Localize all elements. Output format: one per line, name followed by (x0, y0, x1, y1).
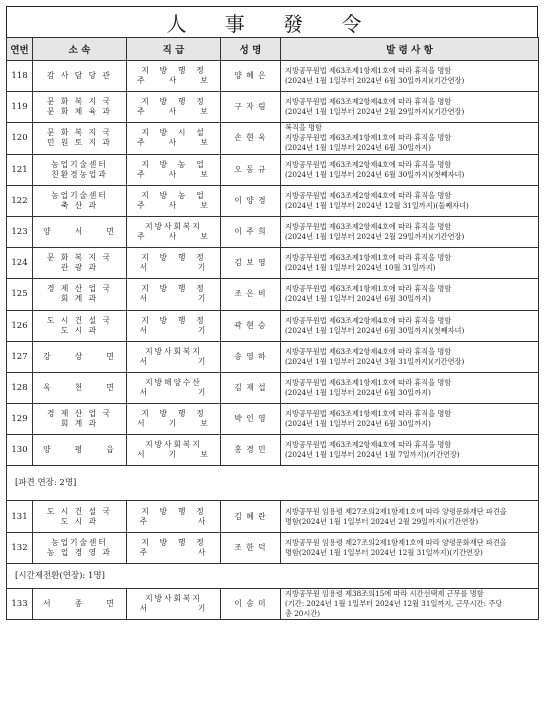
row-department: 양 서 면 (33, 216, 127, 247)
row-order-details: 지방공무원 임용령 제27조의2제1항제1호에 따라 양평문화재단 파견을 명함(2024년 1월 1일부터 2024년 2월 29일까지)(기간연장) (281, 501, 539, 532)
row-rank: 지방사회복지 서 기 (127, 341, 221, 372)
row-order-details: 지방공무원법 제63조제1항제1호에 따라 휴직을 명함 (2024년 1월 1일부터 2024년 6월 30일까지) (281, 372, 539, 403)
row-order-details: 지방공무원 임용령 제27조의2제1항제1호에 따라 양평문화재단 파견을 명함(2024년 1월 1일부터 2024년 12월 31일까지)(기간연장) (281, 532, 539, 563)
row-number: 128 (7, 372, 33, 403)
row-number: 129 (7, 404, 33, 435)
row-number: 121 (7, 154, 33, 185)
row-rank: 지 방 행 정 주 사 (127, 532, 221, 563)
row-number: 122 (7, 185, 33, 216)
table-row (7, 435, 539, 466)
row-department: 문 화 복 지 국 민 원 토 지 과 (33, 123, 127, 154)
row-name: 조 한 덕 (221, 532, 281, 563)
section-row (7, 466, 539, 501)
row-department: 옥 천 면 (33, 372, 127, 403)
row-rank: 지 방 행 정 주 사 보 (127, 61, 221, 92)
section-row (7, 563, 539, 588)
row-name: 곽 현 승 (221, 310, 281, 341)
row-number: 132 (7, 532, 33, 563)
row-name: 박 인 영 (221, 404, 281, 435)
table-row (7, 61, 539, 92)
row-department: 서 종 면 (33, 588, 127, 619)
table-row (7, 216, 539, 247)
row-rank: 지방해양수산 서 기 (127, 372, 221, 403)
row-number: 127 (7, 341, 33, 372)
row-name: 손 현 욱 (221, 123, 281, 154)
table-row (7, 588, 539, 619)
row-order-details: 복직을 명함 지방공무원법 제63조제1항제1호에 따라 휴직을 명함 (2024년 1월 1일부터 2024년 6월 30일까지) (281, 123, 539, 154)
personnel-order-table (6, 37, 539, 620)
table-body (7, 61, 539, 620)
table-row (7, 92, 539, 123)
row-department: 농업기술센터 농 업 경 영 과 (33, 532, 127, 563)
table-row (7, 154, 539, 185)
row-department: 경 제 산 업 국 회 계 과 (33, 279, 127, 310)
table-row (7, 310, 539, 341)
row-department: 양 평 읍 (33, 435, 127, 466)
row-department: 농업기술센터 축 산 과 (33, 185, 127, 216)
row-rank: 지 방 행 정 서 기 (127, 310, 221, 341)
row-department: 감 사 담 당 관 (33, 61, 127, 92)
row-order-details: 지방공무원법 제63조제1항제1호에 따라 휴직을 명함 (2024년 1월 1일부터 2024년 6월 30일까지)(기간연장) (281, 61, 539, 92)
row-name: 오 동 규 (221, 154, 281, 185)
row-rank: 지 방 농 업 주 사 보 (127, 185, 221, 216)
header-department: 소 속 (33, 38, 127, 61)
table-header-row (7, 38, 539, 61)
row-rank: 지 방 시 설 주 사 보 (127, 123, 221, 154)
document-title: 人 事 發 令 (6, 6, 538, 37)
row-number: 123 (7, 216, 33, 247)
row-name: 양 혜 은 (221, 61, 281, 92)
row-order-details: 지방공무원법 제63조제2항제4호에 따라 휴직을 명함 (2024년 1월 1일부터 2024년 3월 31일까지)(기간연장) (281, 341, 539, 372)
row-number: 133 (7, 588, 33, 619)
row-number: 118 (7, 61, 33, 92)
row-department: 도 시 건 설 국 도 시 과 (33, 501, 127, 532)
row-department: 도 시 건 설 국 도 시 과 (33, 310, 127, 341)
table-row (7, 372, 539, 403)
row-name: 이 송 미 (221, 588, 281, 619)
row-name: 송 영 하 (221, 341, 281, 372)
table-row (7, 404, 539, 435)
row-number: 120 (7, 123, 33, 154)
row-name: 이 주 희 (221, 216, 281, 247)
row-order-details: 지방공무원법 제63조제1항제1호에 따라 휴직을 명함 (2024년 1월 1일부터 2024년 6월 30일까지) (281, 279, 539, 310)
row-department: 문 화 복 지 국 관 광 과 (33, 248, 127, 279)
row-order-details: 지방공무원법 제63조제2항제4호에 따라 휴직을 명함 (2024년 1월 1일부터 2024년 6월 30일까지)(첫째자녀) (281, 154, 539, 185)
table-row (7, 279, 539, 310)
table-row (7, 123, 539, 154)
row-name: 조 은 비 (221, 279, 281, 310)
row-order-details: 지방공무원법 제63조제2항제4호에 따라 휴직을 명함 (2024년 1월 1일부터 2024년 2월 29일까지)(기간연장) (281, 92, 539, 123)
row-department: 경 제 산 업 국 회 계 과 (33, 404, 127, 435)
row-rank: 지 방 행 정 서 기 보 (127, 404, 221, 435)
row-rank: 지방사회복지 서 기 (127, 588, 221, 619)
row-rank: 지 방 행 정 서 기 (127, 279, 221, 310)
row-order-details: 지방공무원법 제63조제1항제1호에 따라 휴직을 명함 (2024년 1월 1일부터 2024년 10월 31일까지) (281, 248, 539, 279)
row-number: 125 (7, 279, 33, 310)
row-order-details: 지방공무원법 제63조제2항제4호에 따라 휴직을 명함 (2024년 1월 1일부터 2024년 12월 31일까지)(둘째자녀) (281, 185, 539, 216)
row-rank: 지 방 행 정 주 사 보 (127, 92, 221, 123)
section-label: [시간제전환(연장): 1명] (7, 563, 539, 588)
section-label: [파견 연장: 2명] (7, 466, 539, 501)
row-rank: 지방사회복지 서 기 보 (127, 435, 221, 466)
row-order-details: 지방공무원법 제63조제2항제4호에 따라 휴직을 명함 (2024년 1월 1일부터 2024년 1월 7일까지)(기간연장) (281, 435, 539, 466)
table-row (7, 341, 539, 372)
table-row (7, 501, 539, 532)
row-order-details: 지방공무원법 제63조제2항제4호에 따라 휴직을 명함 (2024년 1월 1일부터 2024년 2월 29일까지)(기간연장) (281, 216, 539, 247)
row-rank: 지 방 행 정 서 기 (127, 248, 221, 279)
header-no: 연번 (7, 38, 33, 61)
row-name: 이 양 경 (221, 185, 281, 216)
row-department: 강 상 면 (33, 341, 127, 372)
row-name: 김 재 섭 (221, 372, 281, 403)
table-row (7, 532, 539, 563)
row-order-details: 지방공무원 임용령 제38조의15에 따라 시간선택제 근무를 명함 (기간: 2024년 1월 1일부터 2024년 12월 31일까지, 근무시간: 주당 총 20시간) (281, 588, 539, 619)
table-row (7, 248, 539, 279)
row-number: 124 (7, 248, 33, 279)
row-name: 구 자 림 (221, 92, 281, 123)
row-rank: 지 방 행 정 주 사 (127, 501, 221, 532)
row-number: 131 (7, 501, 33, 532)
header-name: 성 명 (221, 38, 281, 61)
row-rank: 지방사회복지 주 사 보 (127, 216, 221, 247)
row-order-details: 지방공무원법 제63조제2항제4호에 따라 휴직을 명함 (2024년 1월 1일부터 2024년 6월 30일까지)(첫째자녀) (281, 310, 539, 341)
row-number: 126 (7, 310, 33, 341)
row-department: 농업기술센터 친환경농업과 (33, 154, 127, 185)
row-order-details: 지방공무원법 제63조제1항제1호에 따라 휴직을 명함 (2024년 1월 1일부터 2024년 6월 30일까지) (281, 404, 539, 435)
row-number: 130 (7, 435, 33, 466)
row-rank: 지 방 농 업 주 사 보 (127, 154, 221, 185)
header-order-details: 발 령 사 항 (281, 38, 539, 61)
header-rank: 직 급 (127, 38, 221, 61)
row-name: 김 혜 란 (221, 501, 281, 532)
row-name: 김 보 영 (221, 248, 281, 279)
row-department: 문 화 복 지 국 문 화 체 육 과 (33, 92, 127, 123)
row-name: 홍 경 민 (221, 435, 281, 466)
table-row (7, 185, 539, 216)
row-number: 119 (7, 92, 33, 123)
